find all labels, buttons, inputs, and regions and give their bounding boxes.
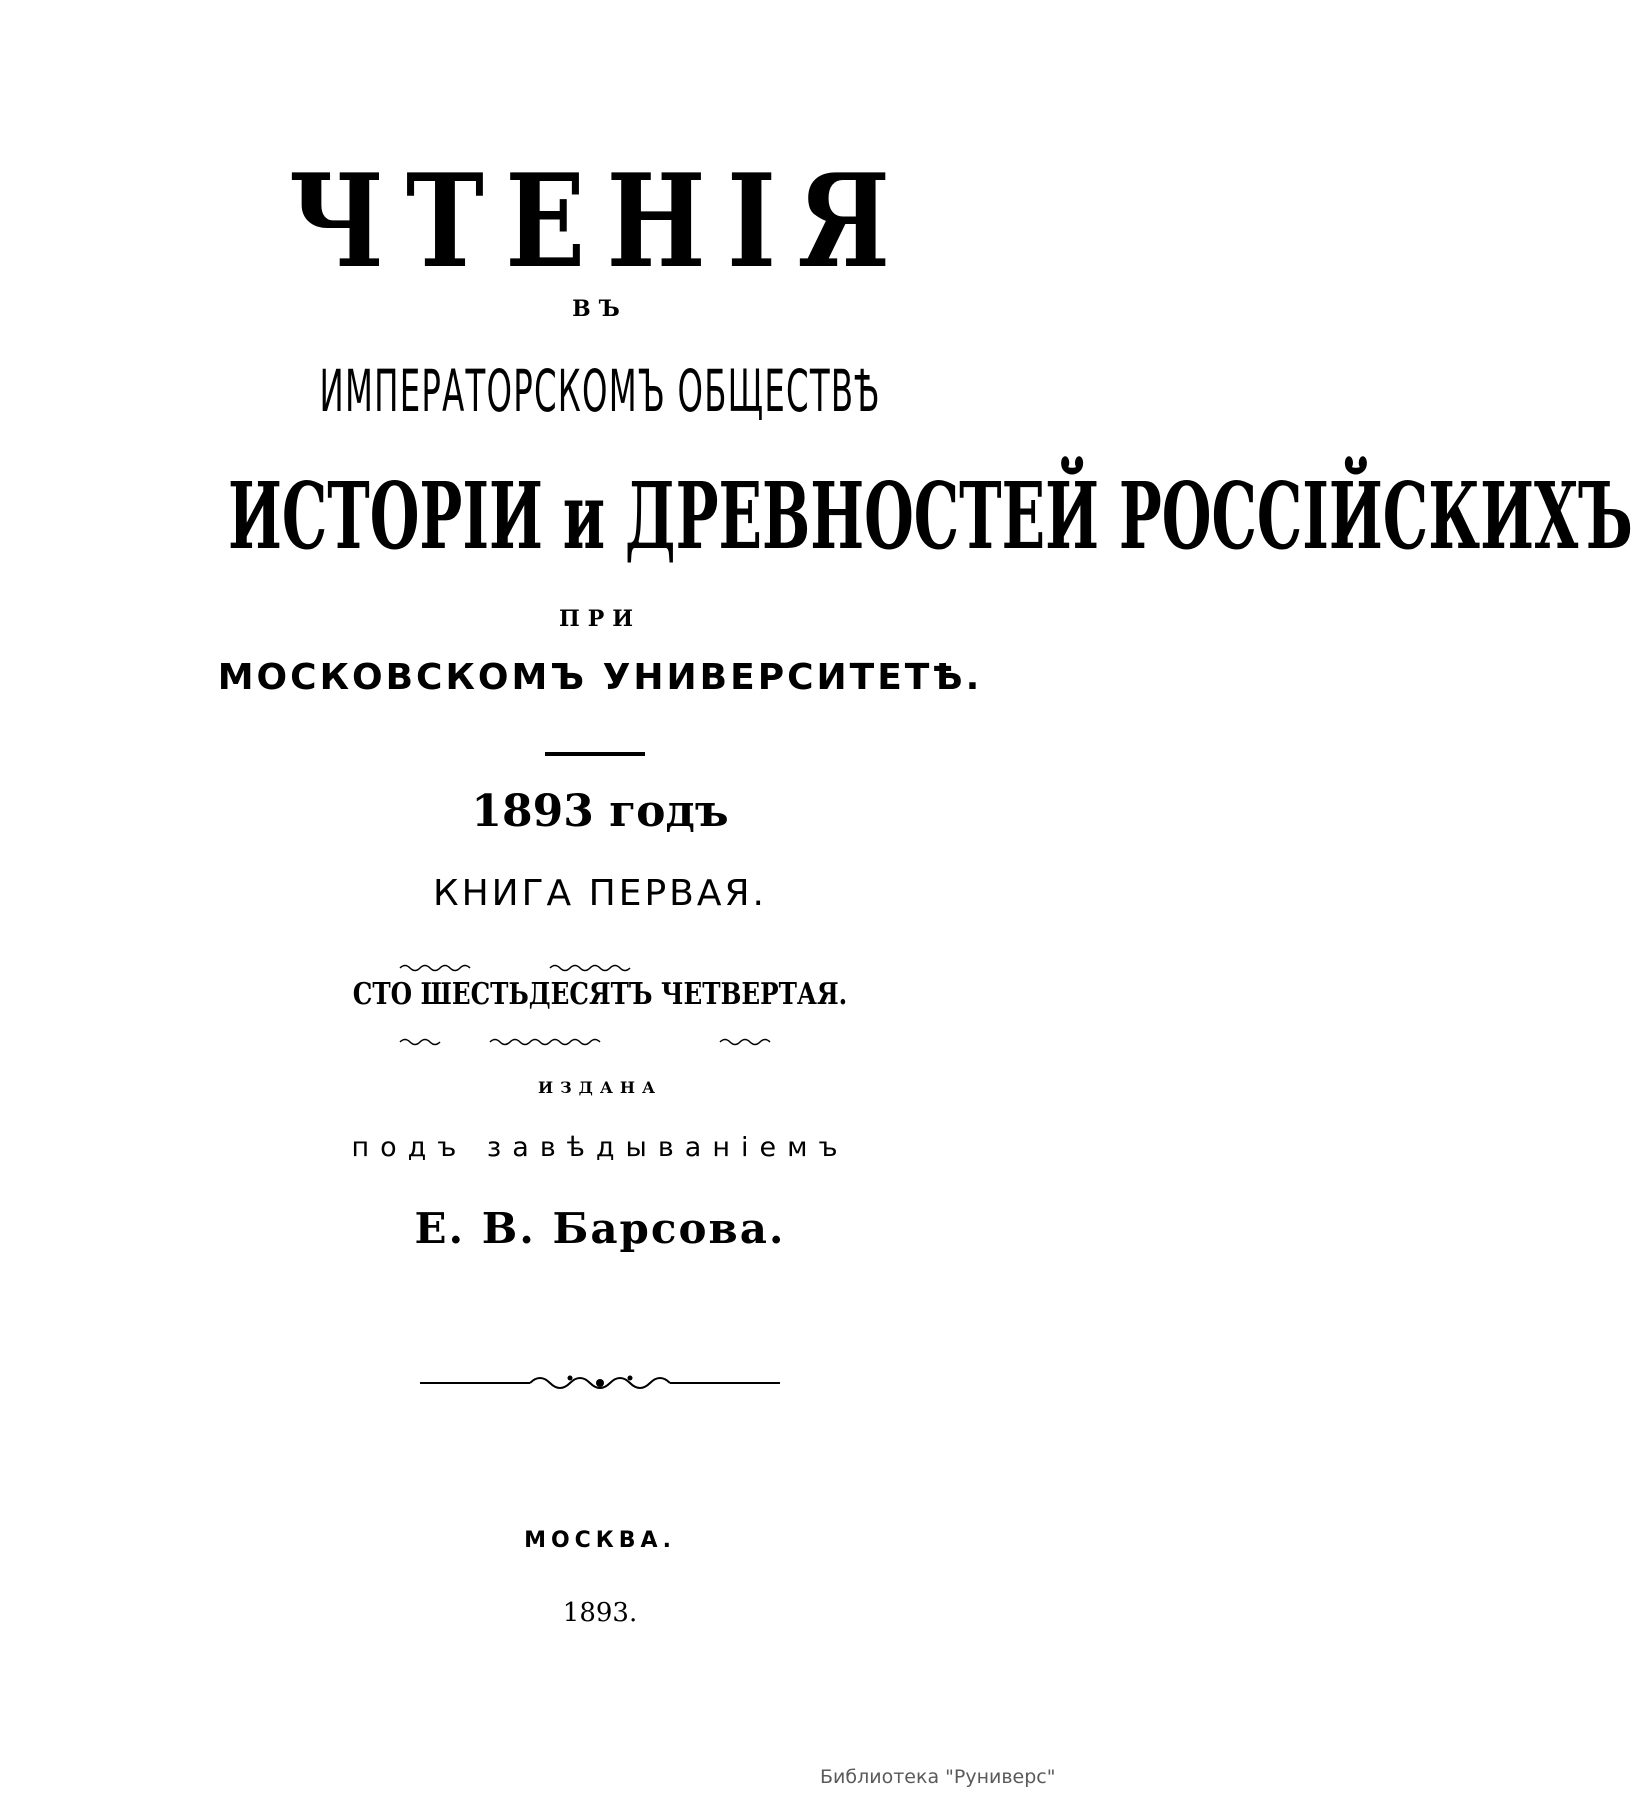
city-line: МОСКВА.: [524, 1528, 676, 1553]
journal-title: ЧТЕНІЯ: [288, 147, 912, 297]
decorative-wave-bottom: [0, 1036, 1200, 1048]
publication-year: 1893.: [562, 1598, 638, 1628]
decorative-wave-top: [0, 960, 1200, 972]
izdana-label: ИЗДАНА: [537, 1078, 663, 1097]
ornament-divider: [420, 1368, 780, 1398]
editor-name: Е. В. Барсова.: [414, 1204, 786, 1253]
history-line: ИСТОРІИ и ДРЕВНОСТЕЙ РОССІЙСКИХЪ: [228, 462, 1633, 570]
book-line: КНИГА ПЕРВАЯ.: [433, 873, 767, 914]
preposition-v: ВЪ: [572, 296, 628, 322]
university-line: МОСКОВСКОМЪ УНИВЕРСИТЕТѢ.: [217, 657, 983, 698]
volume-number-line: СТО ШЕСТЬДЕСЯТЪ ЧЕТВЕРТАЯ.: [352, 977, 848, 1012]
editor-intro-line: подъ завѣдываніемъ: [351, 1132, 849, 1163]
preposition-pri: ПРИ: [558, 606, 642, 632]
society-line: ИМПЕРАТОРСКОМЪ ОБЩЕСТВѢ: [319, 357, 881, 425]
year-line: 1893 годъ: [471, 786, 729, 837]
horizontal-rule: [545, 752, 645, 756]
library-watermark: Библиотека "Руниверс": [820, 1766, 1056, 1788]
